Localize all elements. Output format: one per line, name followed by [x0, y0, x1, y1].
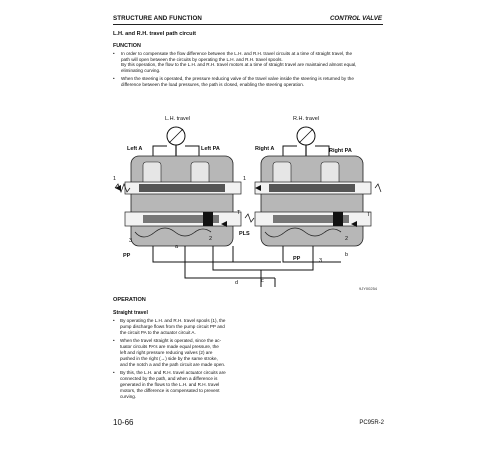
- flow-arrow-icon: [115, 185, 121, 191]
- bullet-line: By this operation, the flow to the L.H. and R.H. travel motors at a time of straight travel are maintained almost equal,: [121, 62, 357, 68]
- bullet-line: By operating the L.H. and R.H. travel spools (1), the: [120, 318, 226, 323]
- bullet-line: connected by the path, and when a difference is: [120, 375, 218, 381]
- rh-travel-label: R.H. travel: [293, 116, 319, 122]
- bullet-line: the circuit PA to the actuator circuit A.: [120, 329, 196, 335]
- bullet-line: tuator circuits PA's are made equal pressure, the: [120, 343, 219, 349]
- operation-bullet-1: [113, 318, 231, 336]
- c-label: c: [261, 278, 264, 284]
- left-pa-label: Left PA: [201, 146, 220, 152]
- straight-travel-subheading: Straight travel: [113, 310, 148, 316]
- page-number: 10-66: [113, 418, 134, 427]
- bullet-line: left and right pressure reducing valves (2) are: [120, 349, 213, 355]
- d-label: d: [235, 280, 239, 286]
- bullet-line: motors, the difference is compensated to prevent: [120, 387, 220, 393]
- bullet-line: When the travel straight is operated, since the ac-: [120, 338, 222, 343]
- header-divider: [113, 24, 383, 25]
- bullet-mark: •: [113, 318, 115, 323]
- header-section-title: STRUCTURE AND FUNCTION: [113, 15, 202, 22]
- operation-bullet-3: [113, 370, 231, 400]
- operation-heading: OPERATION: [113, 297, 146, 303]
- header-chapter-title: CONTROL VALVE: [329, 15, 382, 22]
- bullet-line: By this, the L.H. and R.H. travel actuator circuits are: [120, 370, 226, 375]
- left-a-label: Left A: [127, 146, 143, 152]
- bullet-line: pushed in the right (→) side by the same stroke,: [120, 355, 218, 361]
- model-name: PC95R-2: [359, 420, 384, 426]
- pp-right-label: PP: [293, 256, 301, 262]
- bullet-line: generated in the flows to the L.H. and R.H. travel: [120, 381, 220, 387]
- valve-number-2-left: 2: [209, 236, 213, 242]
- bullet-line: difference between the load pressures, the path is closed, enabling the steering operation.: [121, 81, 305, 87]
- rh-travel-motor-icon: [297, 127, 315, 158]
- function-bullet-1: [113, 51, 381, 73]
- lh-travel-label: L.H. travel: [165, 116, 191, 122]
- section-title: L.H. and R.H. travel path circuit: [113, 31, 196, 37]
- right-a-label: Right A: [255, 146, 275, 152]
- operation-bullet-2: [113, 338, 231, 368]
- function-heading: FUNCTION: [113, 43, 141, 49]
- spool-number-1-right: 1: [243, 176, 247, 182]
- pp-left-label: PP: [123, 253, 131, 259]
- bullet-line: and the notch a and the path circuit are made open.: [120, 361, 226, 367]
- b-label: b: [345, 252, 349, 258]
- right-pa-label: Right PA: [329, 148, 352, 154]
- bullet-line: In order to compensate the flow difference between the L.H. and R.H. travel circuits at a time of straight travel, the: [121, 51, 352, 56]
- pls-label: PLS: [239, 231, 250, 237]
- function-bullet-2: [113, 76, 381, 87]
- bullet-line: When the steering is operated, the pressure reducing valve of the travel valve inside the steering is returned by the: [121, 76, 354, 81]
- bullet-mark: •: [113, 51, 115, 56]
- lh-travel-motor-icon: [167, 127, 185, 158]
- bullet-line: curving.: [120, 393, 137, 399]
- number-3-right: 3: [319, 258, 323, 264]
- travel-path-circuit-diagram: [113, 112, 383, 292]
- number-3-left: 3: [129, 238, 133, 244]
- bullet-mark: •: [113, 76, 115, 81]
- right-valve-body: [255, 156, 371, 246]
- notch-a-label: a: [175, 244, 179, 250]
- tank-t-right: T: [367, 212, 371, 218]
- figure-code: 9JY00254: [359, 286, 378, 291]
- bullet-mark: •: [113, 338, 115, 343]
- bullet-line: pump discharge flows from the pump circuit PP and: [120, 323, 225, 329]
- connecting-passages: [153, 246, 341, 287]
- spool-number-1-left: 1: [113, 176, 117, 182]
- bullet-mark: •: [113, 370, 115, 375]
- tank-t-left: T: [237, 210, 241, 216]
- valve-number-2-right: 2: [345, 236, 349, 242]
- bullet-line: path will open between the circuits by operating the L.H. and R.H. travel spools.: [121, 56, 283, 62]
- bullet-line: eliminating curving.: [121, 67, 161, 73]
- left-valve-body: [125, 156, 241, 246]
